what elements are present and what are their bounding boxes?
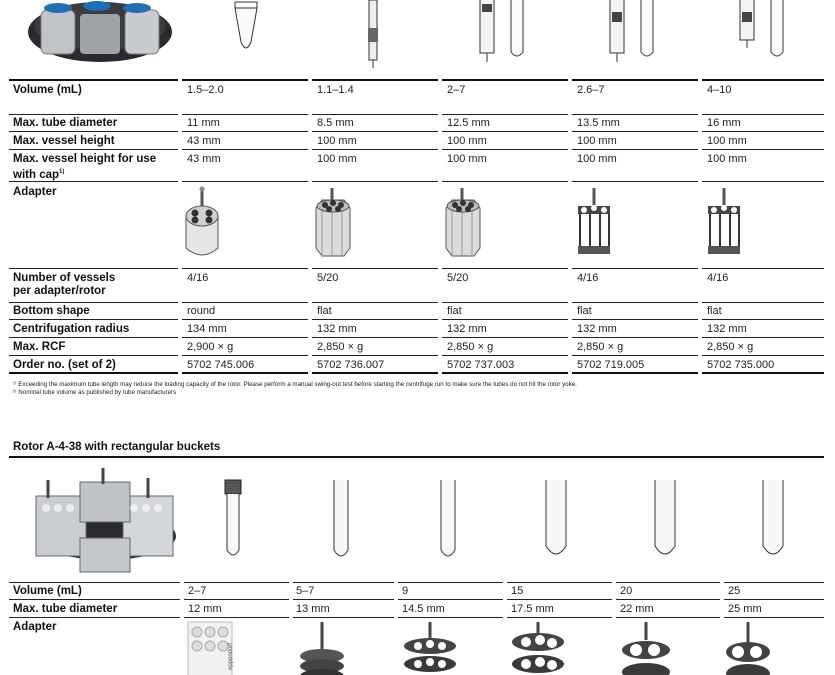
adapter-stack-image <box>616 620 686 675</box>
cell-volume-2: 5–7 <box>296 585 315 597</box>
cell-order-no: 5702 735.000 <box>707 359 775 371</box>
cell-num-vessels: 4/16 <box>187 272 209 284</box>
adapter-hex-5-image <box>442 186 492 266</box>
cell-radius: 134 mm <box>187 323 227 335</box>
row-label-max-height: Max. vessel height <box>13 135 115 147</box>
cell-radius: 132 mm <box>447 323 487 335</box>
cell-num-vessels: 4/16 <box>577 272 599 284</box>
cell-max-height: 100 mm <box>447 135 487 147</box>
row-label-adapter-2: Adapter <box>13 621 57 633</box>
row-label-adapter: Adapter <box>13 186 57 198</box>
adapter-round-4-image <box>182 186 232 266</box>
footnote-1: ¹⁾ Exceeding the maximum tube length may reduce the loading capacity of the rotor. Please perform a manual swing-out test before starting the centrifuge run to make sure the tubes do not hit the rotor yoke. <box>13 381 577 388</box>
cell-order-no: 5702 745.006 <box>187 359 255 371</box>
cell-volume: 2.6–7 <box>577 84 605 96</box>
rule <box>9 582 824 583</box>
adapter-cage-4-image <box>572 186 632 266</box>
tube-vacutainer-icon <box>363 0 383 70</box>
cell-num-vessels: 5/20 <box>317 272 339 284</box>
row-label-volume-2: Volume (mL) <box>13 585 82 597</box>
cell-volume-2: 25 <box>728 585 741 597</box>
row-label-max-height-cap: Max. vessel height for use with cap$^{1)}$ <box>13 153 157 181</box>
tube-capped-icon <box>222 478 246 558</box>
cell-max-diameter: 11 mm <box>187 117 220 129</box>
cell-volume: 2–7 <box>447 84 466 96</box>
cell-rcf: 2,850 × g <box>707 341 754 353</box>
row-label-max-diameter-2: Max. tube diameter <box>13 603 118 615</box>
cell-max-height: 100 mm <box>317 135 357 147</box>
cell-max-height: 100 mm <box>707 135 747 147</box>
cell-bottom-shape: flat <box>447 305 462 317</box>
cell-rcf: 2,850 × g <box>577 341 624 353</box>
tube-pair-icon <box>478 0 538 68</box>
cell-max-height-cap: 43 mm <box>187 153 221 165</box>
cell-max-diameter-2: 12 mm <box>188 603 222 615</box>
cell-radius: 132 mm <box>577 323 617 335</box>
cell-order-no: 5702 719.005 <box>577 359 645 371</box>
row-label-max-diameter: Max. tube diameter <box>13 117 118 129</box>
adapter-brand-label: eppendorf <box>228 642 234 670</box>
cell-max-height-cap: 100 mm <box>317 153 357 165</box>
cell-max-height-cap: 100 mm <box>447 153 487 165</box>
cell-max-height-cap: 100 mm <box>707 153 747 165</box>
cell-rcf: 2,900 × g <box>187 341 234 353</box>
cell-order-no: 5702 737.003 <box>447 359 515 371</box>
cell-bottom-shape: flat <box>317 305 332 317</box>
adapter-stack-image <box>294 620 354 675</box>
cell-radius: 132 mm <box>317 323 357 335</box>
cell-order-no: 5702 736.007 <box>317 359 385 371</box>
cell-max-diameter-2: 14.5 mm <box>402 603 445 615</box>
cell-max-height-cap: 100 mm <box>577 153 617 165</box>
adapter-stack-image <box>508 620 578 675</box>
footnote-2: ²⁾ Nominal tube volume as published by tube manufacturers <box>13 389 177 396</box>
cell-bottom-shape: flat <box>577 305 592 317</box>
cell-volume-2: 15 <box>511 585 524 597</box>
cell-max-diameter: 16 mm <box>707 117 741 129</box>
cell-max-height: 100 mm <box>577 135 617 147</box>
cell-volume-2: 9 <box>402 585 409 597</box>
tube-wide-icon <box>760 480 790 560</box>
tube-icon <box>437 480 461 560</box>
cell-max-diameter: 8.5 mm <box>317 117 354 129</box>
cell-max-diameter-2: 17.5 mm <box>511 603 554 615</box>
cell-volume: 4–10 <box>707 84 732 96</box>
cell-volume-2: 20 <box>620 585 633 597</box>
cell-max-diameter-2: 13 mm <box>296 603 330 615</box>
cell-volume-2: 2–7 <box>188 585 207 597</box>
adapter-cage-4-image <box>702 186 762 266</box>
rule <box>9 599 824 600</box>
adapter-rack-image <box>186 620 246 675</box>
cell-rcf: 2,850 × g <box>447 341 494 353</box>
row-label-bottom-shape: Bottom shape <box>13 305 90 317</box>
tube-wide-icon <box>543 480 573 560</box>
rule <box>9 617 824 618</box>
cell-max-diameter-2: 22 mm <box>620 603 654 615</box>
cell-volume: 1.5–2.0 <box>187 84 224 96</box>
row-label-radius: Centrifugation radius <box>13 323 130 335</box>
cell-radius: 132 mm <box>707 323 747 335</box>
rotor-swing-bucket-image <box>25 0 175 72</box>
section-title: Rotor A-4-38 with rectangular buckets <box>13 441 221 453</box>
tube-wide-icon <box>652 480 682 560</box>
cell-num-vessels: 4/16 <box>707 272 729 284</box>
rotor-rectangular-buckets-image <box>28 466 178 576</box>
cell-rcf: 2,850 × g <box>317 341 364 353</box>
row-label-rcf: Max. RCF <box>13 341 66 353</box>
section2-top-rule <box>9 456 824 458</box>
adapter-stack-image <box>724 620 794 675</box>
cell-num-vessels: 5/20 <box>447 272 469 284</box>
adapter-stack-image <box>400 620 470 675</box>
cell-bottom-shape: round <box>187 305 216 317</box>
cell-max-height: 43 mm <box>187 135 221 147</box>
row-label-num-vessels: Number of vessels per adapter/rotor <box>13 272 116 297</box>
cell-max-diameter: 12.5 mm <box>447 117 490 129</box>
tube-conical-icon <box>232 0 262 60</box>
cell-volume: 1.1–1.4 <box>317 84 354 96</box>
row-label-order: Order no. (set of 2) <box>13 359 116 371</box>
cell-bottom-shape: flat <box>707 305 722 317</box>
tube-pair-icon-2 <box>608 0 668 68</box>
tube-icon <box>330 480 354 560</box>
cell-max-diameter: 13.5 mm <box>577 117 620 129</box>
cell-max-diameter-2: 25 mm <box>728 603 762 615</box>
adapter-hex-5-image <box>312 186 362 266</box>
row-label-volume: Volume (mL) <box>13 84 82 96</box>
tube-pair-icon-3 <box>738 0 798 68</box>
